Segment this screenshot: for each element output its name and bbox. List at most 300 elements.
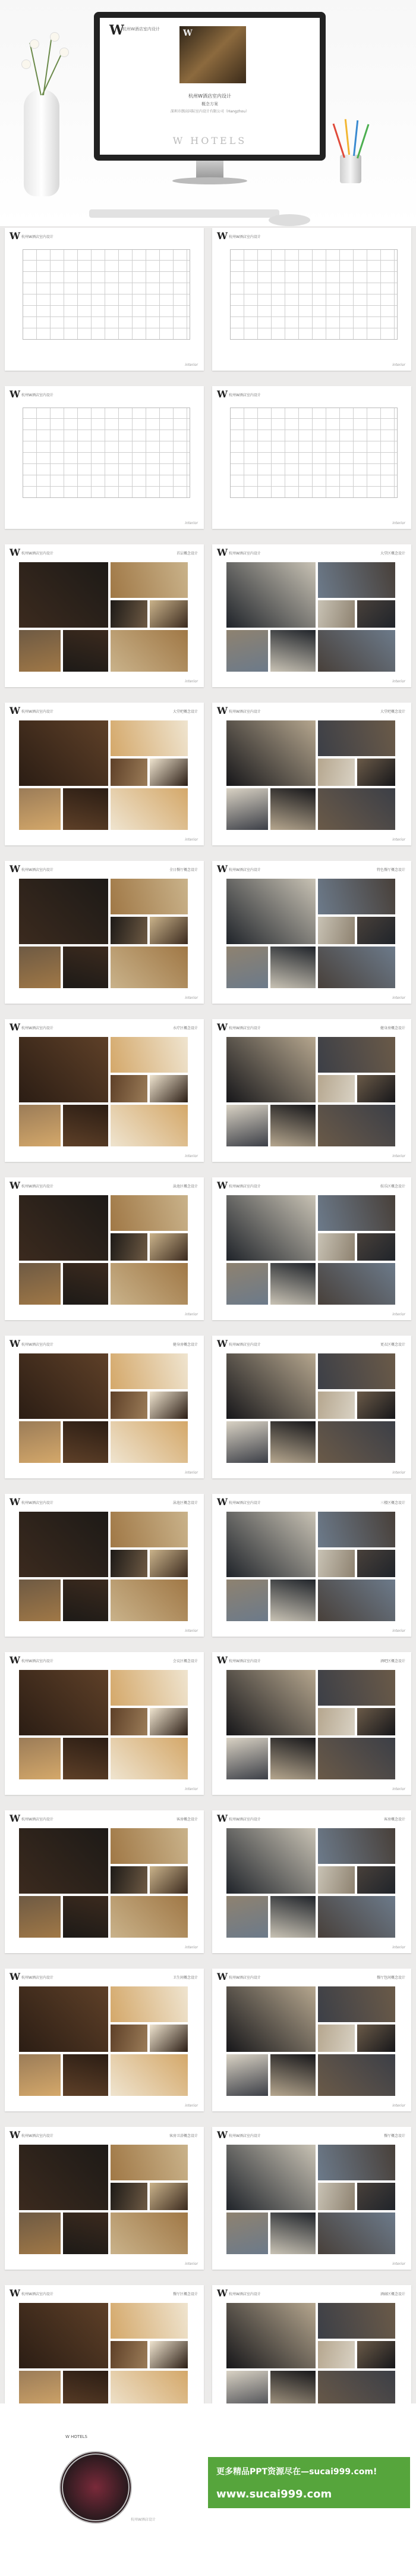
interior-photo [318, 1986, 395, 2022]
interior-photo [111, 562, 188, 598]
interior-photo [318, 1263, 395, 1305]
interior-photo [19, 1512, 108, 1577]
interior-photo [111, 1263, 188, 1305]
slide-thumbnail[interactable] [212, 703, 411, 845]
slide-footer: interior [185, 1787, 198, 1791]
interior-photo [111, 1670, 188, 1706]
interior-photo [226, 1738, 268, 1779]
interior-photo [150, 1392, 188, 1419]
interior-photo [111, 1233, 147, 1261]
interior-photo [111, 759, 147, 786]
w-logo: W [183, 29, 193, 38]
slide-caption: 酒廊区概念设计 [380, 2292, 405, 2296]
interior-photo [318, 879, 395, 914]
interior-photo [226, 1580, 268, 1621]
interior-photo [318, 1037, 395, 1073]
slide-project-name: 杭州W酒店室内设计 [21, 1976, 53, 1980]
flower [50, 32, 59, 42]
interior-photo [19, 2145, 108, 2210]
interior-photo [318, 720, 395, 756]
slide-project-name: 杭州W酒店室内设计 [229, 1817, 261, 1822]
interior-photo [63, 2213, 108, 2254]
slide-project-name: 杭州W酒店室内设计 [21, 551, 53, 556]
interior-photo [63, 1738, 108, 1779]
interior-photo [357, 2341, 395, 2368]
slide-footer: interior [185, 1945, 198, 1950]
slide-thumbnail[interactable] [212, 544, 411, 687]
interior-photo [318, 2145, 395, 2180]
interior-photo [63, 947, 108, 988]
interior-photo [226, 1263, 268, 1305]
interior-photo [318, 630, 395, 672]
interior-photo [318, 1708, 355, 1735]
interior-photo [226, 562, 316, 628]
slide-thumbnail[interactable] [212, 1494, 411, 1637]
interior-photo [318, 1670, 395, 1706]
interior-photo [318, 1075, 355, 1102]
w-logo: W [217, 1338, 228, 1349]
slide-project-name: 杭州W酒店室内设计 [21, 1184, 53, 1189]
interior-photo [111, 917, 147, 944]
slide-thumbnail[interactable] [5, 1336, 204, 1478]
flower [59, 48, 69, 57]
slide-thumbnail[interactable] [5, 228, 204, 371]
interior-photo [111, 1580, 188, 1621]
interior-photo [226, 1512, 316, 1577]
w-logo: W [10, 705, 20, 716]
interior-photo [226, 1037, 316, 1102]
interior-photo [63, 1580, 108, 1621]
interior-photo [318, 2183, 355, 2210]
interior-photo [111, 720, 188, 756]
interior-photo [318, 1866, 355, 1894]
interior-photo [19, 1828, 108, 1894]
interior-photo [150, 2025, 188, 2052]
interior-photo [270, 1580, 316, 1621]
slide-footer: interior [392, 2104, 405, 2108]
slide-thumbnail[interactable] [5, 861, 204, 1004]
slide-thumbnail[interactable] [5, 544, 204, 687]
w-logo: W [217, 230, 228, 242]
slide-footer: interior [392, 996, 405, 1000]
monitor-base [172, 177, 247, 184]
interior-photo [226, 788, 268, 830]
slide-footer: interior [392, 679, 405, 684]
w-logo: W [217, 705, 228, 716]
slide-footer: interior [392, 1629, 405, 1633]
interior-photo [63, 1263, 108, 1305]
w-logo: W [217, 863, 228, 875]
interior-photo [270, 947, 316, 988]
interior-photo [111, 1828, 188, 1864]
slide-caption: 客房概念设计 [176, 1817, 198, 1822]
slide-footer: interior [185, 2262, 198, 2266]
slide-thumbnail[interactable] [212, 2127, 411, 2270]
slide-project-name: 杭州W酒店室内设计 [21, 1817, 53, 1822]
interior-photo [357, 2025, 395, 2052]
interior-photo [270, 2213, 316, 2254]
slide-project-name: 杭州W酒店室内设计 [21, 2134, 53, 2138]
slide-caption: 特色餐厅概念设计 [376, 868, 405, 872]
flower-stem [42, 52, 63, 95]
slide-project-name: 杭州W酒店室内设计 [21, 868, 53, 872]
slide-caption: 客房概念设计 [383, 1817, 405, 1822]
slide-footer: interior [392, 1945, 405, 1950]
slide-footer: interior [392, 1312, 405, 1317]
slide-caption: 首层概念设计 [176, 551, 198, 556]
slide-thumbnail[interactable] [5, 386, 204, 529]
slide-footer: interior [392, 1471, 405, 1475]
interior-photo [318, 2054, 395, 2096]
interior-photo [111, 788, 188, 830]
slide-caption: 客房卫浴概念设计 [169, 2134, 198, 2138]
interior-photo [111, 1195, 188, 1231]
interior-photo [63, 1105, 108, 1146]
slide-caption: 泳池区概念设计 [172, 1184, 198, 1189]
interior-photo [150, 1866, 188, 1894]
interior-photo [111, 1037, 188, 1073]
interior-photo [318, 2213, 395, 2254]
interior-photo [19, 630, 61, 672]
interior-photo [270, 1105, 316, 1146]
interior-photo [63, 788, 108, 830]
monitor-stand [196, 161, 223, 178]
interior-photo [111, 1421, 188, 1463]
w-logo: W [10, 2287, 20, 2299]
interior-photo [226, 879, 316, 944]
slide-caption: 大堂吧概念设计 [172, 710, 198, 714]
w-logo: W [217, 547, 228, 558]
flower [21, 59, 31, 69]
w-logo: W [217, 1971, 228, 1982]
interior-photo [226, 1353, 316, 1419]
interior-photo [150, 2341, 188, 2368]
interior-photo [19, 2213, 61, 2254]
end-brand: W HOTELS [65, 2434, 87, 2439]
slide-project-name: 杭州W酒店室内设计 [21, 1343, 53, 1347]
slide-caption: 卫生间概念设计 [172, 1976, 198, 1980]
slide-footer: interior [185, 1629, 198, 1633]
slide-thumbnail[interactable] [212, 228, 411, 371]
w-logo: W [217, 1813, 228, 1824]
interior-photo [111, 2303, 188, 2339]
interior-photo [318, 1421, 395, 1463]
slide-project-name: 杭州W酒店室内设计 [229, 1501, 261, 1505]
w-logo: W [10, 1021, 20, 1033]
interior-photo [357, 1866, 395, 1894]
interior-photo [226, 720, 316, 786]
interior-photo [111, 1353, 188, 1389]
slide-thumbnail[interactable] [5, 703, 204, 845]
interior-photo [226, 2145, 316, 2210]
interior-photo [270, 2054, 316, 2096]
interior-photo [357, 2183, 395, 2210]
slide-thumbnail[interactable] [5, 1019, 204, 1162]
slide-footer: interior [392, 521, 405, 525]
interior-photo [318, 759, 355, 786]
interior-photo [357, 1708, 395, 1735]
vase-decoration [24, 89, 59, 196]
interior-photo [318, 1392, 355, 1419]
slide-caption: 三楼区概念设计 [380, 1501, 405, 1505]
w-logo: W [217, 1180, 228, 1191]
slide-thumbnail[interactable] [212, 1810, 411, 1953]
interior-photo [19, 720, 108, 786]
pencil [357, 124, 369, 158]
pencil [345, 119, 350, 155]
slide-footer: interior [185, 2104, 198, 2108]
interior-photo [111, 1105, 188, 1146]
slide-thumbnail[interactable] [5, 1652, 204, 1795]
slide-project-name: 杭州W酒店室内设计 [229, 1184, 261, 1189]
interior-photo [318, 2303, 395, 2339]
slide-footer: interior [185, 838, 198, 842]
interior-photo [318, 2025, 355, 2052]
interior-photo [19, 1738, 61, 1779]
slide-project-name: 杭州W酒店室内设计 [21, 1659, 53, 1663]
interior-photo [63, 1421, 108, 1463]
interior-photo [357, 600, 395, 628]
interior-photo [226, 1896, 268, 1938]
flower [30, 39, 39, 49]
interior-photo [270, 1263, 316, 1305]
interior-photo [111, 1986, 188, 2022]
cover-photo [179, 26, 246, 83]
interior-photo [111, 2213, 188, 2254]
slide-project-name: 杭州W酒店室内设计 [21, 710, 53, 714]
slide-project-name: 杭州W酒店室内设计 [229, 393, 261, 397]
promo-line1: 更多精品PPT资源尽在—sucai999.com! [216, 2467, 377, 2477]
slide-caption: 酒吧区概念设计 [380, 1659, 405, 1663]
slide-footer: interior [392, 838, 405, 842]
slide-caption: 会议区概念设计 [172, 1659, 198, 1663]
flower-stem [43, 36, 52, 95]
interior-photo [111, 1866, 147, 1894]
floor-plan [230, 249, 398, 340]
interior-photo [318, 1896, 395, 1938]
interior-photo [318, 600, 355, 628]
cover-company: 深圳市朗高国际室内设计有限公司（Hangzhou） [170, 109, 250, 114]
interior-photo [111, 2183, 147, 2210]
interior-photo [63, 2054, 108, 2096]
w-logo: W [10, 1813, 20, 1824]
w-logo: W [10, 547, 20, 558]
promo-url[interactable]: www.sucai999.com [216, 2488, 332, 2500]
monitor [94, 12, 326, 161]
slide-thumbnail[interactable] [212, 1019, 411, 1162]
interior-photo [111, 2341, 147, 2368]
interior-photo [318, 562, 395, 598]
slide-footer: interior [392, 363, 405, 367]
slide-thumbnail[interactable] [5, 1810, 204, 1953]
pencil-cup [340, 155, 361, 183]
interior-photo [270, 1421, 316, 1463]
interior-photo [318, 1233, 355, 1261]
slide-thumbnail[interactable] [5, 2127, 204, 2270]
interior-photo [19, 1105, 61, 1146]
interior-photo [318, 1105, 395, 1146]
interior-photo [111, 2054, 188, 2096]
interior-photo [357, 1075, 395, 1102]
w-logo: W [10, 1971, 20, 1982]
interior-photo [357, 917, 395, 944]
interior-photo [270, 1738, 316, 1779]
interior-photo [318, 1550, 355, 1577]
slide-footer: interior [185, 996, 198, 1000]
interior-photo [111, 1075, 147, 1102]
interior-photo [357, 1392, 395, 1419]
slide-thumbnail[interactable] [212, 1652, 411, 1795]
slide-project-name: 杭州W酒店室内设计 [21, 1026, 53, 1030]
interior-photo [111, 600, 147, 628]
interior-photo [19, 562, 108, 628]
interior-photo [318, 1828, 395, 1864]
interior-photo [63, 1896, 108, 1938]
interior-photo [19, 1421, 61, 1463]
w-logo: W [217, 1496, 228, 1508]
w-logo: W [217, 388, 228, 400]
slide-thumbnail[interactable] [212, 386, 411, 529]
slide-thumbnail[interactable] [5, 1494, 204, 1637]
w-logo: W [10, 863, 20, 875]
interior-photo [111, 1392, 147, 1419]
interior-photo [19, 1670, 108, 1735]
slide-project-name: 杭州W酒店室内设计 [229, 710, 261, 714]
interior-photo [318, 2341, 355, 2368]
slide-thumbnail[interactable] [5, 1177, 204, 1320]
slide-footer: interior [185, 1154, 198, 1158]
slide-project-name: 杭州W酒店室内设计 [229, 235, 261, 239]
interior-photo [111, 879, 188, 914]
interior-photo [226, 2303, 316, 2368]
interior-photo [226, 1105, 268, 1146]
w-logo: W [10, 1180, 20, 1191]
interior-photo [226, 1986, 316, 2052]
slide-caption: 全日餐厅概念设计 [169, 868, 198, 872]
interior-photo [226, 947, 268, 988]
interior-photo [111, 1708, 147, 1735]
interior-photo [19, 1580, 61, 1621]
interior-photo [150, 1075, 188, 1102]
interior-photo [318, 788, 395, 830]
interior-photo [318, 917, 355, 944]
interior-photo [19, 1037, 108, 1102]
interior-photo [19, 1263, 61, 1305]
interior-photo [19, 2303, 108, 2368]
interior-photo [318, 947, 395, 988]
w-logo: W [10, 388, 20, 400]
slide-thumbnail[interactable] [212, 1336, 411, 1478]
interior-photo [150, 1708, 188, 1735]
interior-photo [150, 759, 188, 786]
slide-caption: 娱乐区概念设计 [380, 1184, 405, 1189]
floor-plan [23, 249, 190, 340]
slide-footer: interior [392, 1787, 405, 1791]
slide-project-name: 杭州W酒店室内设计 [21, 235, 53, 239]
keyboard [89, 209, 279, 218]
interior-photo [226, 2213, 268, 2254]
w-logo: W [10, 1496, 20, 1508]
project-name: 杭州W酒店室内设计 [122, 27, 160, 32]
slide-project-name: 杭州W酒店室内设计 [229, 2134, 261, 2138]
w-logo: W [217, 1021, 228, 1033]
interior-photo [111, 1896, 188, 1938]
interior-photo [226, 1828, 316, 1894]
interior-photo [318, 1195, 395, 1231]
interior-photo [111, 947, 188, 988]
floor-plan [23, 408, 190, 498]
w-logo: W [10, 1338, 20, 1349]
interior-photo [19, 879, 108, 944]
interior-photo [111, 2025, 147, 2052]
interior-photo [19, 2054, 61, 2096]
interior-photo [19, 947, 61, 988]
interior-photo [150, 1550, 188, 1577]
cover-title: 杭州W酒店室内设计 [188, 93, 231, 99]
slide-footer: interior [185, 1471, 198, 1475]
interior-photo [357, 1233, 395, 1261]
interior-photo [19, 788, 61, 830]
slide-caption: 餐厅概念设计 [383, 2134, 405, 2138]
interior-photo [19, 1986, 108, 2052]
slide-footer: interior [185, 363, 198, 367]
slide-thumbnail[interactable] [5, 1969, 204, 2111]
interior-photo [111, 1512, 188, 1547]
slide-caption: 健身房概念设计 [380, 1026, 405, 1030]
interior-photo [111, 1550, 147, 1577]
floor-plan [230, 408, 398, 498]
slide-project-name: 杭州W酒店室内设计 [229, 868, 261, 872]
interior-photo [318, 1353, 395, 1389]
interior-photo [357, 759, 395, 786]
slide-caption: 健身房概念设计 [172, 1343, 198, 1347]
end-page [0, 2403, 416, 2576]
interior-photo [111, 1738, 188, 1779]
w-logo: W [10, 1654, 20, 1666]
slide-project-name: 杭州W酒店室内设计 [229, 2292, 261, 2296]
interior-photo [19, 1353, 108, 1419]
slide-project-name: 杭州W酒店室内设计 [21, 393, 53, 397]
slide-project-name: 杭州W酒店室内设计 [21, 2292, 53, 2296]
slide-project-name: 杭州W酒店室内设计 [229, 1026, 261, 1030]
slide-project-name: 杭州W酒店室内设计 [229, 1659, 261, 1663]
interior-photo [150, 1233, 188, 1261]
slide-caption: 泳池区概念设计 [172, 1501, 198, 1505]
slide-footer: interior [185, 679, 198, 684]
interior-photo [226, 2054, 268, 2096]
promo-banner[interactable] [208, 2457, 410, 2508]
interior-photo [318, 1580, 395, 1621]
slide-footer: interior [392, 1154, 405, 1158]
slide-footer: interior [185, 1312, 198, 1317]
slide-thumbnail[interactable] [212, 1969, 411, 2111]
interior-photo [111, 2145, 188, 2180]
w-logo: W [217, 2287, 228, 2299]
interior-photo [63, 630, 108, 672]
cover-subtitle: 概念方案 [201, 102, 218, 106]
slide-caption: 水疗区概念设计 [172, 1026, 198, 1030]
slide-thumbnail[interactable] [212, 861, 411, 1004]
interior-photo [111, 630, 188, 672]
interior-photo [226, 1421, 268, 1463]
mouse [269, 214, 310, 226]
interior-photo [270, 788, 316, 830]
interior-photo [270, 1896, 316, 1938]
w-logo: W [217, 2129, 228, 2141]
brand-text: W HOTELS [172, 135, 247, 146]
slide-thumbnail[interactable] [212, 1177, 411, 1320]
pencil [333, 123, 345, 158]
